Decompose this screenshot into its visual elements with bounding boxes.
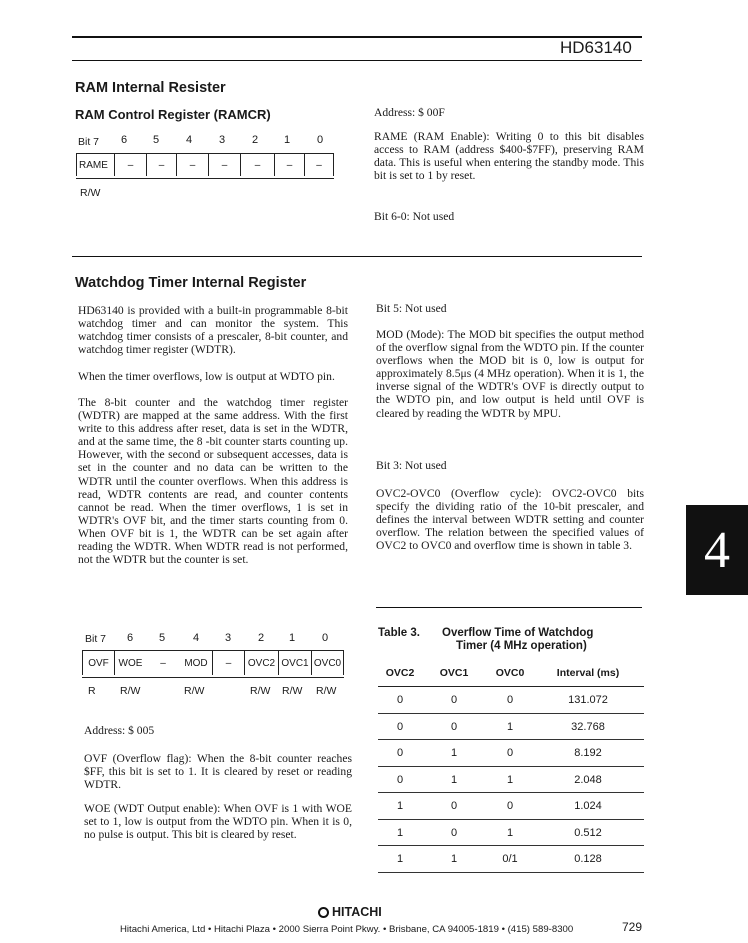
rame-description: RAME (RAM Enable): Writing 0 to this bit disables access to RAM (address $400-$7FF), preserving RAM data. This is useful when entering the standby mode. This bit is set to 1 by reset. [374, 130, 644, 183]
table-cell: 0 [396, 747, 404, 759]
wdtr-cell-ovc0: OVC0 [311, 651, 344, 675]
wdtr-rw-0: R [88, 685, 96, 697]
table-cell: 1 [506, 720, 514, 733]
wdt-overflow-note: When the timer overflows, low is output at WDTO pin. [78, 370, 335, 383]
wdtr-cell-woe: WOE [114, 651, 146, 675]
wdt-intro: HD63140 is provided with a built-in programmable 8-bit watchdog timer and can monitor the system. This watchdog timer consists of a prescaler, 8-bit counter, and watchdog timer register (WDTR). [78, 304, 348, 357]
hitachi-logo-text: HITACHI [332, 905, 382, 919]
table-cell: 0.512 [574, 826, 602, 839]
wdtr-bit-5: 5 [158, 632, 166, 644]
table-cell: 0/1 [502, 853, 518, 865]
table-cell: 1 [396, 826, 404, 839]
table-cell: 0 [450, 800, 458, 812]
table-cell: 1 [450, 747, 458, 759]
table-header-cell: OVC2 [385, 667, 415, 679]
ramcr-cell-1: – [274, 154, 304, 176]
wdtr-cell-5: – [160, 657, 166, 669]
ram-rw: R/W [80, 187, 101, 199]
ramcr-cell-6: – [114, 154, 146, 176]
wdtr-rw-6: R/W [282, 685, 303, 697]
table3-label: Table 3. [378, 627, 420, 639]
overflow-table [378, 664, 644, 873]
wdtr-bit-6: 6 [126, 632, 134, 644]
ram-bit-4: 4 [185, 134, 193, 146]
table3-caption-line1: Overflow Time of Watchdog [442, 627, 594, 639]
wdtr-bit-1: 1 [288, 632, 296, 644]
table-cell: 1 [506, 773, 514, 786]
table-header-cell: OVC1 [439, 667, 469, 679]
table-cell: 1 [450, 773, 458, 786]
ram-bit-0: 0 [316, 134, 324, 146]
mod-description: MOD (Mode): The MOD bit specifies the output method of the overflow signal from the WDTO pin. If the counter overflows when the MOD bit is 0, low is output for approximately 8.5μs (4 MHz operation). When it is 1, the inverse signal of the WDTR's OVF is directly output to the WDTO pin, and low output is held until OVF is cleared by reading the WDTR by MPU. [376, 328, 644, 420]
ovc-description: OVC2-OVC0 (Overflow cycle): OVC2-OVC0 bits specify the dividing ratio of the 10-bit prescaler, and defines the interval between WDTR setting and counter overflow. The relation between the specified values of OVC2 to OVC0 and overflow time is shown in table 3. [376, 487, 644, 553]
wdtr-bit7-label: Bit 7 [85, 633, 107, 645]
part-number: HD63140 [560, 38, 632, 57]
wdtr-cell-mod: MOD [184, 657, 208, 669]
ram-bit-6: 6 [120, 134, 128, 146]
table-row [378, 820, 644, 847]
ram-section-title: RAM Internal Resister [75, 80, 226, 96]
wdtr-bit-0: 0 [321, 632, 329, 644]
table-cell: 1 [450, 853, 458, 865]
table-cell: 0 [450, 694, 458, 706]
header-rule-top [72, 36, 642, 38]
overflow-table-body [378, 687, 644, 873]
wdtr-rw-3: R/W [184, 685, 205, 697]
table-row [378, 714, 644, 741]
table-header-cell: OVC0 [495, 667, 525, 679]
table-cell: 0 [450, 720, 458, 733]
wdt-section-title: Watchdog Timer Internal Register [75, 275, 307, 291]
wdtr-rw-7: R/W [316, 685, 337, 697]
wdt-mapping-desc: The 8-bit counter and the watchdog timer register (WDTR) are mapped at the same address. With the first write to this address after reset, data is set in the WDTR, and at the same time, the 8 -bit counter starts counting up. However, with the second or subsequent accesses, data is set in the counter and no data can be written to the WDTR until the counter overflows. When this address is read, WDTR contents are read, and counter contents cannot be read. When the timer overflows, 1 is set in WDTR's OVF bit, and the timer starts counting from 0. When OVF bit is 1, the WDTR can be set again after reading the WDTR. When WDTR read is not performed, not the WDTR but the counter is set. [78, 396, 348, 567]
table-cell: 0.128 [574, 853, 602, 865]
ramcr-title: RAM Control Register (RAMCR) [75, 107, 271, 122]
ovf-description: OVF (Overflow flag): When the 8-bit counter reaches $FF, this bit is set to 1. It is cleared by reset or reading WDTR. [84, 752, 352, 792]
ramcr-cell-4: – [176, 154, 208, 176]
ram-bit-5: 5 [152, 134, 160, 146]
wdtr-bit-4: 4 [192, 632, 200, 644]
footer-address: Hitachi America, Ltd • Hitachi Plaza • 2000 Sierra Point Pkwy. • Brisbane, CA 94005-1819 • (415) 589-8300 [120, 924, 574, 935]
wdtr-bit-2: 2 [257, 632, 265, 644]
ramcr-cell-5: – [146, 154, 176, 176]
section-divider [72, 256, 642, 257]
table-row [378, 793, 644, 820]
table-cell: 1.024 [574, 800, 602, 812]
ram-bit-2: 2 [251, 134, 259, 146]
table-cell: 2.048 [574, 773, 602, 786]
page-number: 729 [622, 920, 643, 934]
table-cell: 0 [396, 694, 404, 706]
wdt-bit3-note: Bit 3: Not used [376, 459, 447, 472]
wdtr-bit-3: 3 [224, 632, 232, 644]
wdtr-address: Address: $ 005 [84, 724, 155, 737]
table-cell: 131.072 [568, 694, 608, 706]
table-cell: 0 [506, 800, 514, 812]
ramcr-register [76, 153, 334, 179]
table-cell: 0 [506, 747, 514, 759]
table3-top-rule [376, 607, 642, 608]
wdtr-cell-ovc2: OVC2 [244, 651, 278, 675]
header-rule-bottom [72, 60, 642, 61]
table-cell: 8.192 [574, 747, 602, 759]
table-row [378, 740, 644, 767]
wdtr-rw-1: R/W [120, 685, 141, 697]
wdtr-cell-ovc1: OVC1 [278, 651, 311, 675]
ramcr-cell-0: – [304, 154, 334, 176]
wdt-bit5-note: Bit 5: Not used [376, 302, 447, 315]
table-row [378, 846, 644, 873]
wdtr-cell-3: – [212, 651, 244, 675]
wdtr-cell-ovf: OVF [82, 651, 114, 675]
hitachi-logo-icon [318, 907, 329, 918]
table-cell: 1 [396, 853, 404, 865]
ramcr-cell-2: – [240, 154, 274, 176]
ram-bit7-label: Bit 7 [78, 136, 100, 148]
ram-bit-1: 1 [283, 134, 291, 146]
hitachi-logo [318, 905, 382, 919]
table-cell: 0 [396, 773, 404, 786]
table-row [378, 767, 644, 794]
table-cell: 1 [506, 826, 514, 839]
chapter-tab: 4 [686, 505, 748, 595]
table-cell: 0 [506, 694, 514, 706]
wdtr-rw-5: R/W [250, 685, 271, 697]
ram-bit60-note: Bit 6-0: Not used [374, 210, 455, 223]
ram-address: Address: $ 00F [374, 106, 445, 119]
table-cell: 0 [450, 826, 458, 839]
table-cell: 0 [396, 720, 404, 733]
table-cell: 1 [396, 800, 404, 812]
ram-bit-3: 3 [218, 134, 226, 146]
ramcr-cell-3: – [208, 154, 240, 176]
woe-description: WOE (WDT Output enable): When OVF is 1 with WOE set to 1, low is output from the WDTO pin. When it is 0, no pulse is output. This bit is cleared by reset. [84, 802, 352, 842]
table-cell: 32.768 [571, 720, 605, 733]
table-header-cell: Interval (ms) [556, 667, 620, 679]
wdtr-register [82, 650, 344, 678]
table-row [378, 687, 644, 714]
table3-caption-line2: Timer (4 MHz operation) [456, 640, 587, 652]
ramcr-cell-rame: RAME [76, 154, 114, 176]
overflow-table-header [378, 664, 644, 687]
